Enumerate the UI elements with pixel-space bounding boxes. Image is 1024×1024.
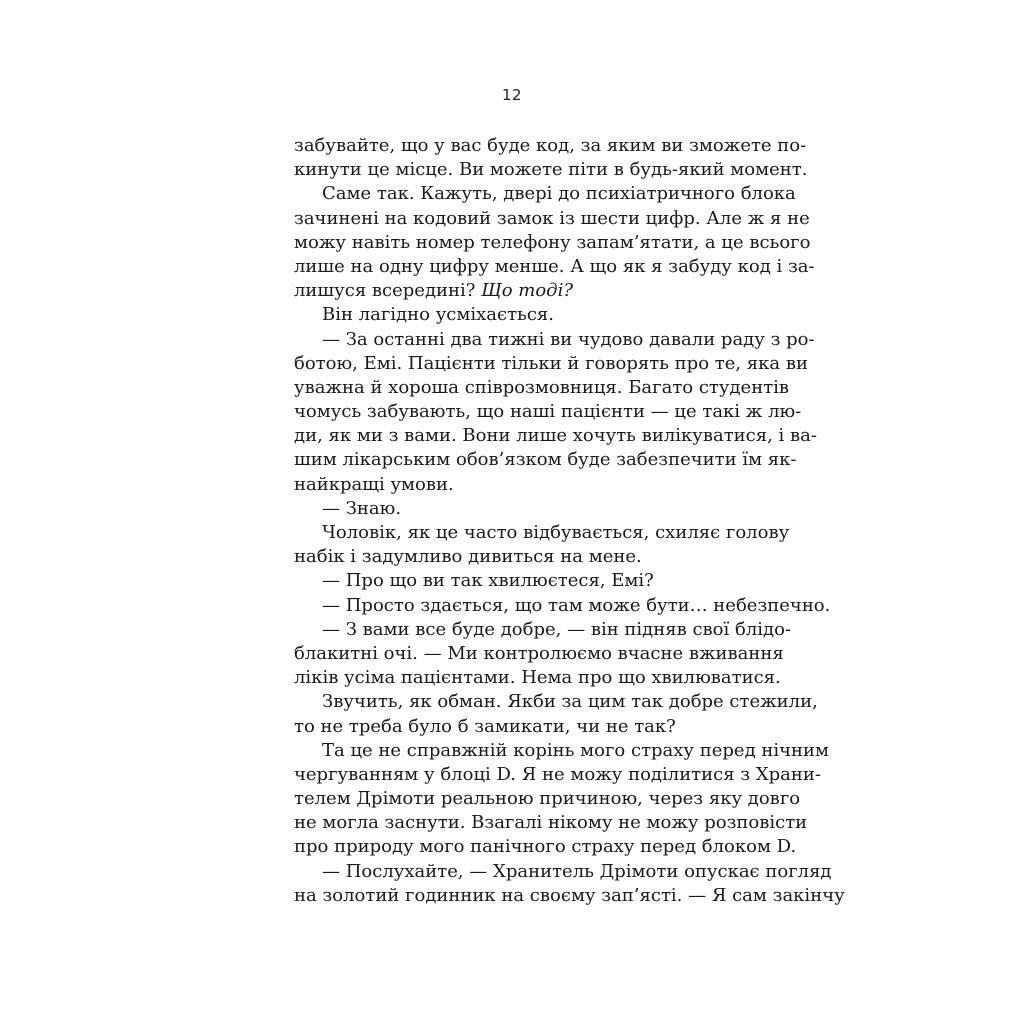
text-line [294, 618, 792, 642]
text-line [294, 763, 821, 787]
text-line [294, 569, 766, 593]
text-line [294, 473, 766, 497]
text-line-content: не могла заснути. Взагалі нікому не можу розповісти [294, 812, 808, 834]
text-line [294, 521, 790, 545]
text-line-content: шим лікарським обов’язком буде забезпечити їм як- [294, 449, 797, 471]
text-line [294, 255, 815, 279]
text-line-content: — Послухайте, — Хранитель Дрімоти опускає погляд [322, 860, 832, 882]
text-line-content: — Знаю. [322, 497, 402, 519]
text-line-content: лише на одну цифру менше. А що як я забуду код і за- [294, 255, 815, 277]
text-line-content: — За останні два тижні ви чудово давали раду з ро- [322, 328, 815, 350]
text-line-content: кинути це місце. Ви можете піти в будь-який момент. [294, 159, 808, 181]
text-line [294, 448, 797, 472]
text-line [294, 303, 766, 327]
text-line [294, 666, 781, 690]
text-line [294, 594, 831, 618]
text-line [294, 158, 808, 182]
text-line [294, 400, 802, 424]
text-line-content: про природу мого панічного страху перед блоком D. [294, 836, 797, 858]
text-line-content: зачинені на кодовий замок із шести цифр. Але ж я не [294, 207, 810, 229]
text-line [294, 352, 808, 376]
text-line [294, 376, 790, 400]
text-line [294, 884, 845, 908]
body-text [294, 134, 845, 908]
page-number: 12 [501, 86, 523, 104]
text-line [294, 835, 797, 859]
text-line [294, 715, 766, 739]
text-line [294, 811, 808, 835]
text-line-content: забувайте, що у вас буде код, за яким ви зможете по- [294, 135, 807, 156]
text-line [294, 207, 810, 231]
text-line [294, 690, 818, 714]
text-line-content: — Просто здається, що там може бути… небезпечно. [322, 594, 831, 616]
text-line-content: блакитні очі. — Ми контролюємо вчасне вживання [294, 642, 784, 664]
text-line-content: можу навіть номер телефону запам’ятати, а це всього [294, 231, 811, 253]
text-line [294, 787, 801, 811]
text-line [294, 860, 832, 884]
text-line-content: набік і задумливо дивиться на мене. [294, 546, 642, 568]
text-line-content: Він лагідно усміхається. [322, 304, 555, 326]
text-line [294, 424, 817, 448]
text-line-content: ди, як ми з вами. Вони лише хочуть вилікуватися, і ва- [294, 425, 817, 447]
text-line [294, 739, 830, 763]
text-line [294, 279, 766, 303]
text-line-content: Звучить, як обман. Якби за цим так добре стежили, [322, 691, 818, 713]
text-line-content: — З вами все буде добре, — він підняв свої блідо- [322, 618, 792, 640]
text-line-content: чергуванням у блоці D. Я не можу поділитися з Храни- [294, 763, 821, 785]
text-line [294, 642, 784, 666]
text-line [294, 497, 766, 521]
text-line-content: Чоловік, як це часто відбувається, схиляє голову [322, 522, 790, 543]
text-line [294, 182, 796, 206]
text-line [294, 328, 815, 352]
text-line-content: телем Дрімоти реальною причиною, через яку довго [294, 788, 801, 810]
text-line-content: лишуся всередині? [294, 280, 482, 302]
text-line-content: то не треба було б замикати, чи не так? [294, 715, 676, 737]
text-line-content: найкращі умови. [294, 473, 454, 495]
text-line [294, 134, 807, 158]
text-line-content: ліків усіма пацієнтами. Нема про що хвилюватися. [294, 667, 781, 689]
text-line-content: Та це не справжній корінь мого страху перед нічним [322, 739, 830, 761]
text-line [294, 231, 811, 255]
text-line-content: на золотий годинник на своєму зап’ясті. — Я сам закінчу [294, 884, 845, 906]
text-line [294, 545, 766, 569]
text-line-content: — Про що ви так хвилюєтеся, Емі? [322, 570, 654, 592]
text-line-content: ботою, Емі. Пацієнти тільки й говорять про те, яка ви [294, 352, 808, 374]
italic-text: Що тоді? [481, 280, 573, 302]
text-line-content: уважна й хороша співрозмовниця. Багато студентів [294, 376, 790, 398]
text-line-content: Саме так. Кажуть, двері до психіатричного блока [322, 183, 796, 205]
text-line-content: чомусь забувають, що наші пацієнти — це такі ж лю- [294, 401, 802, 423]
